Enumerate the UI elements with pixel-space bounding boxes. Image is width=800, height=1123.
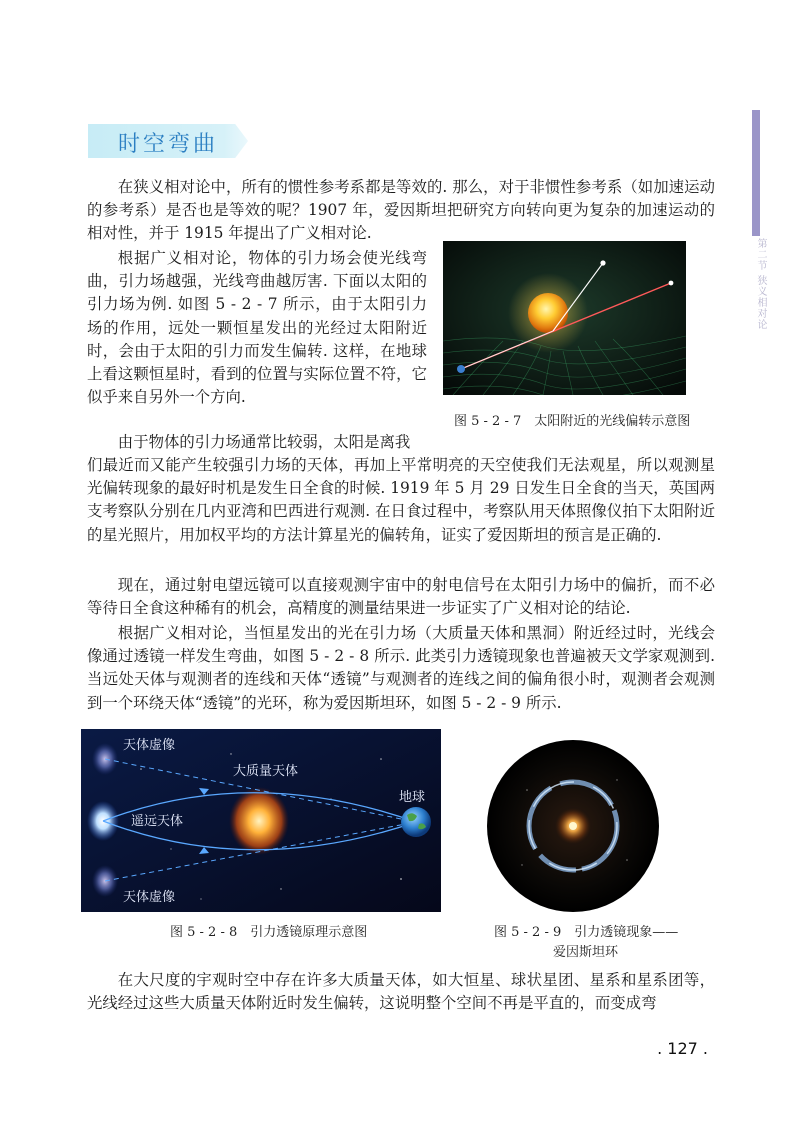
star-apparent-icon — [669, 281, 674, 286]
chapter-side-label: 第二节 狭义相对论 — [755, 238, 766, 331]
label-virtual-image-bottom: 天体虚像 — [123, 890, 176, 905]
paragraph-6: 在大尺度的宇观时空中存在许多大质量天体，如大恒星、球状星团、星系和星系团等，光线经过这些大质量天体附近时发生偏转，这说明整个空间不再是平直的，而变成弯 — [87, 971, 715, 1013]
label-earth: 地球 — [399, 790, 426, 805]
paragraph-3-rest: 们最近而又能产生较强引力场的天体，再加上平常明亮的天空使我们无法观星，所以观测星光偏转现象的最好时机是发生日全食的时候. 1919 年 5 月 29 日发生日全食的当天，英国两支考察队分别在几内亚湾和巴西进行观测. 在日食过程中，考察队用天体照像仪拍下太阳附近的星光照片，用加权平均的方法计算星光的偏转角，证实了爱因斯坦的预言是正确的. — [87, 456, 715, 544]
label-distant-object: 遥远天体 — [131, 814, 184, 829]
einstein-ring-image — [487, 740, 659, 912]
earth-icon — [457, 365, 465, 373]
label-massive-object: 大质量天体 — [233, 764, 299, 779]
figure-light-deflection — [443, 241, 686, 395]
section-title: 时空弯曲 — [118, 132, 219, 157]
earth-icon — [401, 807, 431, 837]
figure-gravitational-lens — [81, 729, 441, 912]
paragraph-5: 根据广义相对论，当恒星发出的光在引力场（大质量天体和黑洞）附近经过时，光线会像通过透镜一样发生弯曲，如图 5 - 2 - 8 所示. 此类引力透镜现象也普遍被天文学家观测到. 当远处天体与观测者的连线和天体“透镜”与观测者的连线之间的偏角很小时，观测者会观测到一个环绕天体“透镜”的光环，称为爱因斯坦环，如图 5 - 2 - 9 所示. — [87, 624, 715, 712]
paragraph-1: 在狭义相对论中，所有的惯性参考系都是等效的. 那么，对于非惯性参考系（如加速运动的参考系）是否也是等效的呢？1907 年，爱因斯坦把研究方向转向更为复杂的加速运动的相对性，并于 1915 年提出了广义相对论. — [87, 178, 715, 243]
gravitational-lens-diagram — [81, 729, 441, 912]
paragraph-4: 现在，通过射电望远镜可以直接观测宇宙中的射电信号在太阳引力场中的偏折，而不必等待日全食这种稀有的机会，高精度的测量结果进一步证实了广义相对论的结论. — [87, 576, 715, 618]
label-virtual-image-top: 天体虚像 — [123, 738, 176, 753]
chapter-side-bar — [752, 110, 760, 236]
paragraph-2: 根据广义相对论，物体的引力场会使光线弯曲，引力场越强，光线弯曲越厉害. 下面以太阳的引力场为例. 如图 5 - 2 - 7 所示，由于太阳引力场的作用，远处一颗恒星发出的光经过太阳附近时，会由于太阳的引力而发生偏转. 这样，在地球上看这颗恒星时，看到的位置与实际位置不符，它似乎来自另外一个方向. — [87, 249, 427, 407]
massive-object-icon — [229, 787, 289, 855]
figure-caption-5-2-9-line1: 图 5 - 2 - 9 引力透镜现象—— — [494, 925, 679, 940]
page-number: . 127 . — [657, 1039, 708, 1058]
star-actual-icon — [600, 260, 605, 265]
paragraph-3-start: 由于物体的引力场通常比较弱，太阳是离我 — [117, 433, 411, 451]
light-deflection-illustration — [443, 241, 686, 395]
figure-caption-5-2-7: 图 5 - 2 - 7 太阳附近的光线偏转示意图 — [454, 414, 691, 429]
figure-caption-5-2-8: 图 5 - 2 - 8 引力透镜原理示意图 — [170, 925, 368, 940]
figure-einstein-ring — [487, 740, 659, 912]
figure-caption-5-2-9-line2: 爱因斯坦环 — [553, 945, 619, 960]
